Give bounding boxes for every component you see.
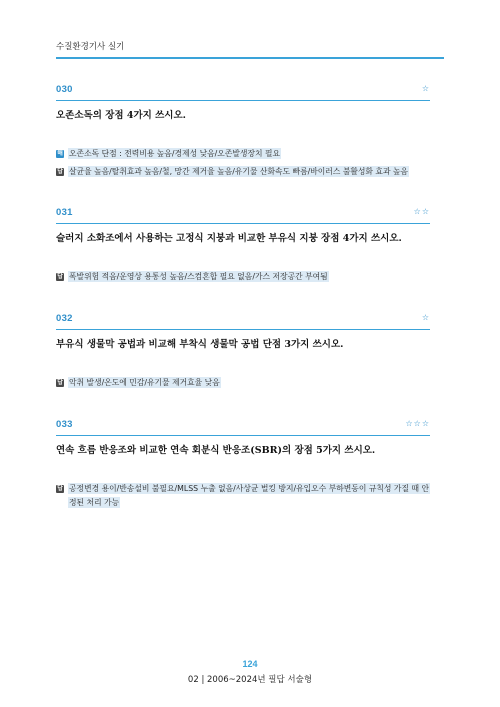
- difficulty-stars-icon: ☆☆: [413, 207, 430, 216]
- question-rule: [56, 100, 430, 101]
- question-number: 032: [56, 313, 73, 324]
- explanation-line: [56, 147, 430, 161]
- answer-line: [56, 270, 430, 284]
- question-032: [56, 313, 430, 394]
- answer-marker-icon: 답: [57, 273, 63, 280]
- question-number: 033: [56, 419, 73, 430]
- answer-text: 폭발위험 적음/운영상 용통성 높음/스컴혼합 필요 없음/가스 저장공간 부여됨: [69, 272, 328, 281]
- answer-text: 공정변경 용이/반송설비 불필요/MLSS 누출 없음/사상균 벌킹 방지/유입오수 부하변동이 규칙성 가질 때 안정된 처리 가능: [69, 484, 430, 507]
- answer-marker-icon: 답: [57, 168, 63, 175]
- running-footer: 02 | 2006~2024년 필답 서술형: [187, 675, 313, 685]
- page-number: 124: [242, 659, 258, 669]
- question-text: 부유식 생물막 공법과 비교해 부착식 생물막 공법 단점 3가지 쓰시오.: [56, 339, 344, 350]
- difficulty-stars-icon: ☆☆☆: [405, 419, 430, 428]
- question-text: 연속 흐름 반응조와 비교한 연속 회분식 반응조(SBR)의 장점 5가지 쓰시오.: [56, 445, 376, 456]
- answer-line: [56, 376, 430, 390]
- question-030: [56, 84, 430, 183]
- question-rule: [56, 435, 430, 436]
- question-number: 030: [56, 84, 73, 95]
- answer-text: 악취 발생/온도에 민감/유기물 제거효율 낮음: [69, 378, 220, 387]
- question-033: [56, 419, 430, 514]
- answer-text: 살균율 높음/탈취효과 높음/철, 망간 제거율 높음/유기물 산화속도 빠름/바이러스 불활성화 효과 높음: [69, 167, 409, 176]
- question-031: [56, 207, 430, 288]
- difficulty-stars-icon: ☆: [421, 313, 430, 322]
- answer-line: [56, 165, 430, 179]
- header-rule: [56, 57, 444, 59]
- explanation-marker-icon: 해: [57, 150, 63, 157]
- question-rule: [56, 329, 430, 330]
- explanation-text: 오존소독 단점 : 전력비용 높음/경제성 낮음/오존발생장치 필요: [69, 149, 281, 158]
- question-text: 오존소독의 장점 4가지 쓰시오.: [56, 110, 186, 121]
- question-rule: [56, 223, 430, 224]
- answer-marker-icon: 답: [57, 379, 63, 386]
- difficulty-stars-icon: ☆: [421, 84, 430, 93]
- answer-line: [56, 482, 430, 510]
- running-header: 수질환경기사 실기: [56, 42, 125, 52]
- question-text: 슬러지 소화조에서 사용하는 고정식 지붕과 비교한 부유식 지붕 장점 4가지 쓰시오.: [56, 233, 402, 244]
- question-number: 031: [56, 207, 73, 218]
- answer-marker-icon: 답: [57, 485, 63, 492]
